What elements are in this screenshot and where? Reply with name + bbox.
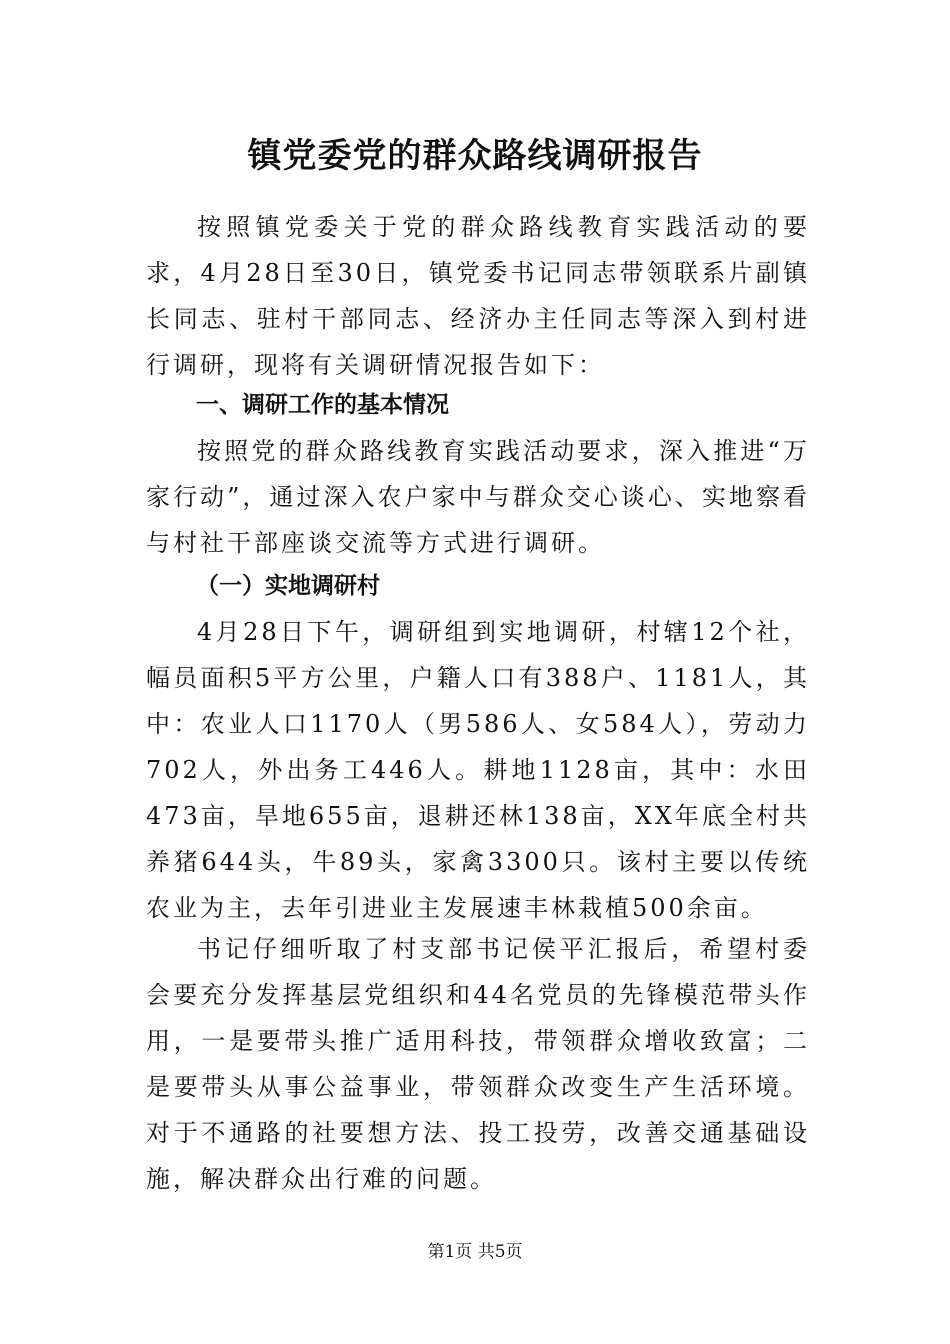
page-number-footer: 第1页 共5页 [427, 1242, 523, 1262]
intro-paragraph: 按照镇党委关于党的群众路线教育实践活动的要求，4月28日至30日，镇党委书记同志带领联系片副镇长同志、驻村干部同志、经济办主任同志等深入到村进行调研，现将有关调研情况报告如下： [146, 213, 810, 379]
subsection-paragraph-village-statistics: 4月28日下午，调研组到实地调研，村辖12个社，幅员面积5平方公里，户籍人口有388户、1181人，其中：农业人口1170人（男586人、女584人），劳动力702人，外出务工446人。耕地1128亩，其中：水田473亩，旱地655亩，退耕还林138亩，XX年底全村共养猪644头，牛89头，家禽3300只。该村主要以传统农业为主，去年引进业主发展速丰林栽植500余亩。 [146, 618, 810, 922]
document-title: 镇党委党的群众路线调研报告 [247, 136, 703, 176]
subsection-heading-field-survey: （一）实地调研村 [196, 573, 380, 599]
section-heading-basic-situation: 一、调研工作的基本情况 [196, 392, 449, 418]
section-paragraph-basic-situation: 按照党的群众路线教育实践活动要求，深入推进“万家行动”，通过深入农户家中与群众交心谈心、实地察看与村社干部座谈交流等方式进行调研。 [146, 437, 810, 557]
subsection-paragraph-secretary-remarks: 书记仔细听取了村支部书记侯平汇报后，希望村委会要充分发挥基层党组织和44名党员的先锋模范带头作用，一是要带头推广适用科技，带领群众增收致富；二是要带头从事公益事业，带领群众改变生产生活环境。对于不通路的社要想方法、投工投劳，改善交通基础设施，解决群众出行难的问题。 [146, 935, 810, 1193]
